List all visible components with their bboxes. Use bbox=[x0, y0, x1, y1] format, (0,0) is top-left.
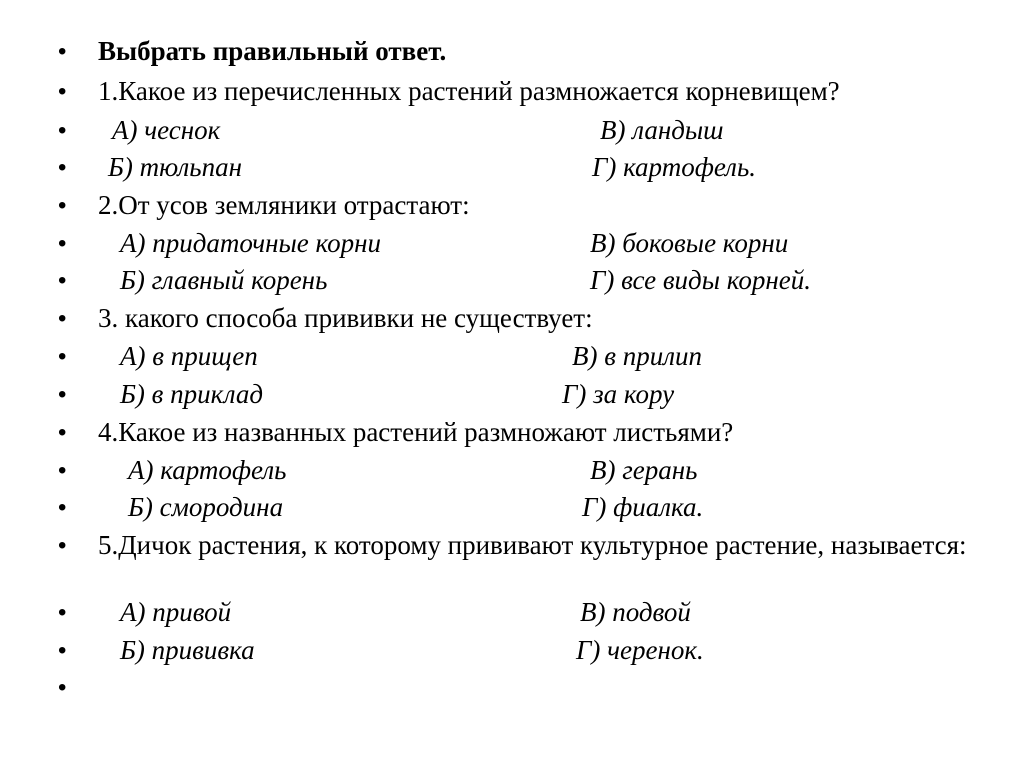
option-b: Б) тюльпан bbox=[108, 152, 242, 182]
option-g: Г) за кору bbox=[562, 379, 675, 409]
option-v: В) боковые корни bbox=[590, 228, 789, 258]
option-v: В) в прилип bbox=[572, 341, 702, 371]
option-b: Б) в приклад bbox=[120, 379, 264, 409]
bullet: • bbox=[58, 267, 67, 294]
bullet: • bbox=[58, 599, 67, 626]
option-g: Г) черенок. bbox=[576, 635, 704, 665]
bullet: • bbox=[58, 457, 67, 484]
option-g: Г) все виды корней. bbox=[590, 265, 811, 295]
question-1: 1.Какое из перечисленных растений размножается корневищем? bbox=[98, 76, 840, 106]
bullet: • bbox=[58, 38, 67, 65]
bullet: • bbox=[58, 674, 67, 701]
option-v: В) подвой bbox=[580, 597, 691, 627]
bullet: • bbox=[58, 305, 67, 332]
option-g: Г) картофель. bbox=[592, 152, 756, 182]
option-a: А) привой bbox=[120, 597, 232, 627]
option-a: А) картофель bbox=[128, 455, 287, 485]
option-g: Г) фиалка. bbox=[582, 492, 704, 522]
question-3: 3. какого способа прививки не существует: bbox=[98, 303, 593, 333]
bullet: • bbox=[58, 230, 67, 257]
option-a: А) в прищеп bbox=[120, 341, 258, 371]
bullet: • bbox=[58, 419, 67, 446]
question-5: 5.Дичок растения, к которому прививают культурное растение, называется: bbox=[98, 530, 967, 560]
bullet: • bbox=[58, 192, 67, 219]
question-2: 2.От усов земляники отрастают: bbox=[98, 190, 470, 220]
option-v: В) ландыш bbox=[600, 115, 724, 145]
bullet: • bbox=[58, 494, 67, 521]
option-b: Б) главный корень bbox=[120, 265, 328, 295]
bullet: • bbox=[58, 532, 67, 559]
bullet: • bbox=[58, 78, 67, 105]
heading: Выбрать правильный ответ. bbox=[98, 36, 447, 66]
question-4: 4.Какое из названных растений размножают листьями? bbox=[98, 417, 734, 447]
option-b: Б) прививка bbox=[120, 635, 255, 665]
option-v: В) герань bbox=[590, 455, 698, 485]
option-a: А) придаточные корни bbox=[120, 228, 381, 258]
option-a: А) чеснок bbox=[112, 115, 221, 145]
bullet: • bbox=[58, 117, 67, 144]
bullet: • bbox=[58, 637, 67, 664]
bullet: • bbox=[58, 154, 67, 181]
option-b: Б) смородина bbox=[128, 492, 284, 522]
bullet: • bbox=[58, 381, 67, 408]
question-5-line bbox=[58, 531, 998, 589]
bullet: • bbox=[58, 343, 67, 370]
